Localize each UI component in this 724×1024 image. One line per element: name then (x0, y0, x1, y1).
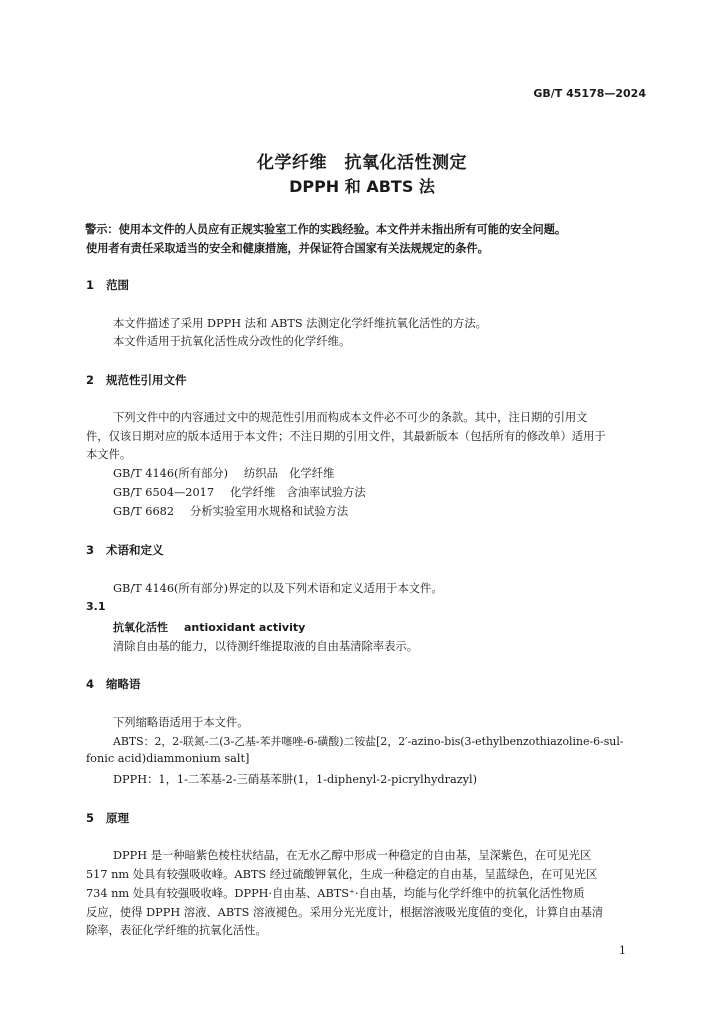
section-number: 5 (86, 811, 95, 825)
paragraph-line: 下列文件中的内容通过文中的规范性引用而构成本文件必不可少的条款。其中，注日期的引用文 (113, 411, 588, 424)
reference-item (113, 465, 334, 481)
section-title: 术语和定义 (106, 543, 164, 557)
section-title: 原理 (106, 811, 129, 825)
section-heading-principle (86, 810, 129, 826)
reference-item (113, 484, 366, 500)
warning-line-1: 警示：使用本文件的人员应有正规实验室工作的实践经验。本文件并未指出所有可能的安全问题。 (85, 223, 567, 236)
term-entry (113, 619, 305, 635)
document-title: 化学纤维 抗氧化活性测定 (257, 153, 467, 173)
section-heading-abbreviations (86, 676, 141, 692)
section-heading-normative-references (86, 372, 187, 388)
section-number: 1 (86, 278, 95, 292)
reference-title: 纺织品 化学纤维 (244, 467, 335, 480)
term-definition: 清除自由基的能力，以待测纤维提取液的自由基清除率表示。 (113, 640, 419, 653)
paragraph-line: 反应，使得 DPPH 溶液、ABTS 溶液褪色。采用分光光度计，根据溶液吸光度值的变化，计算自由基清 (86, 906, 604, 919)
document-subtitle: DPPH 和 ABTS 法 (289, 177, 435, 196)
term-chinese: 抗氧化活性 (113, 621, 168, 634)
section-number: 2 (86, 373, 95, 387)
paragraph: 本文件适用于抗氧化活性成分改性的化学纤维。 (113, 335, 351, 348)
paragraph-line: DPPH 是一种暗紫色棱柱状结晶，在无水乙醇中形成一种稳定的自由基，呈深紫色，在可见光区 (113, 849, 592, 862)
abbreviation-dpph: DPPH：1，1-二苯基-2-三硝基苯肼(1，1-diphenyl-2-picrylhydrazyl) (113, 773, 478, 786)
standard-code: GB/T 45178—2024 (533, 87, 646, 100)
abbreviation-abts-line-1: ABTS：2，2-联氮-二(3-乙基-苯并噻唑-6-磺酸)二铵盐[2，2′-azino-bis(3-ethylbenzothiazoline-6-sul- (113, 735, 624, 748)
page-number: 1 (619, 944, 626, 957)
reference-code: GB/T 6682 (113, 505, 175, 518)
paragraph: 本文件描述了采用 DPPH 法和 ABTS 法测定化学纤维抗氧化活性的方法。 (113, 317, 487, 330)
reference-code: GB/T 6504—2017 (113, 486, 215, 499)
abbreviation-abts-line-2: fonic acid)diammonium salt] (86, 752, 250, 765)
section-title: 缩略语 (106, 677, 141, 691)
reference-item (113, 503, 348, 519)
reference-code: GB/T 4146(所有部分) (113, 467, 229, 480)
reference-title: 化学纤维 含油率试验方法 (230, 486, 366, 499)
section-title: 范围 (106, 278, 129, 292)
warning-line-2: 使用者有责任采取适当的安全和健康措施，并保证符合国家有关法规规定的条件。 (86, 242, 489, 255)
section-number: 3 (86, 543, 95, 557)
paragraph-line: 除率，表征化学纤维的抗氧化活性。 (86, 924, 267, 937)
section-heading-terms (86, 542, 164, 558)
paragraph-line: 517 nm 处具有较强吸收峰。ABTS 经过硫酸钾氧化，生成一种稳定的自由基，呈蓝绿色，在可见光区 (86, 868, 598, 881)
paragraph: GB/T 4146(所有部分)界定的以及下列术语和定义适用于本文件。 (113, 582, 443, 595)
paragraph-line: 734 nm 处具有较强吸收峰。DPPH·自由基、ABTS⁺·自由基，均能与化学纤维中的抗氧化活性物质 (86, 887, 585, 900)
section-number: 4 (86, 677, 95, 691)
term-english: antioxidant activity (184, 621, 306, 634)
section-heading-scope (86, 277, 129, 293)
paragraph: 下列缩略语适用于本文件。 (113, 716, 249, 729)
paragraph-line: 本文件。 (86, 448, 132, 461)
paragraph-line: 件，仅该日期对应的版本适用于本文件；不注日期的引用文件，其最新版本（包括所有的修改单）适用于 (86, 430, 606, 443)
reference-title: 分析实验室用水规格和试验方法 (190, 505, 349, 518)
term-number: 3.1 (86, 600, 106, 613)
section-title: 规范性引用文件 (106, 373, 187, 387)
